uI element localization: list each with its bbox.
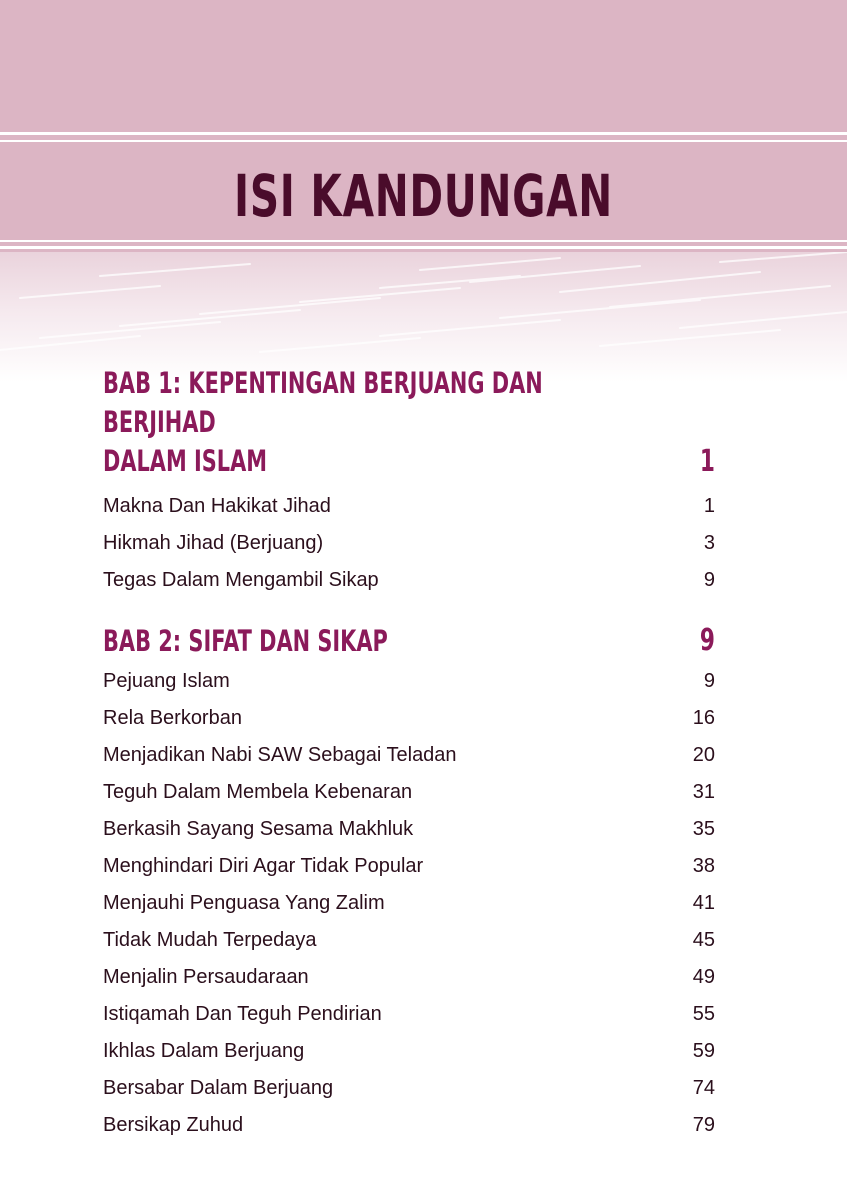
toc-entry[interactable] (103, 1107, 715, 1144)
entry-page-number: 38 (692, 855, 715, 877)
entry-label: Rela Berkorban (103, 707, 242, 729)
header-divider-bottom-thick (0, 246, 847, 249)
header-divider-top-thin (0, 140, 847, 142)
chapter-heading[interactable] (103, 619, 715, 663)
toc-entry[interactable] (103, 562, 715, 599)
entry-page-number: 49 (692, 966, 715, 988)
chapter-title: BAB 2: SIFAT DAN SIKAP (103, 624, 388, 658)
entry-label: Bersikap Zuhud (103, 1114, 244, 1136)
chapter-page-number: 1 (699, 444, 715, 479)
table-of-contents (103, 364, 715, 1144)
entry-label: Istiqamah Dan Teguh Pendirian (103, 1003, 382, 1025)
entry-label: Tidak Mudah Terpedaya (103, 929, 317, 951)
toc-entry[interactable] (103, 774, 715, 811)
chapter-heading[interactable] (103, 364, 715, 481)
chapter-title: BAB 1: KEPENTINGAN BERJUANG DAN BERJIHAD DALAM ISLAM (103, 366, 543, 478)
entry-page-number: 20 (692, 744, 715, 766)
entry-page-number: 45 (692, 929, 715, 951)
toc-entry[interactable] (103, 1070, 715, 1107)
header-divider-bottom (0, 240, 847, 242)
entry-label: Ikhlas Dalam Berjuang (103, 1040, 305, 1062)
entry-label: Tegas Dalam Mengambil Sikap (103, 569, 379, 591)
header-divider-top (0, 132, 847, 135)
toc-entry[interactable] (103, 885, 715, 922)
entry-label: Teguh Dalam Membela Kebenaran (103, 781, 413, 803)
entry-label: Menghindari Diri Agar Tidak Popular (103, 855, 424, 877)
chapter-section (103, 619, 715, 1144)
entry-page-number: 9 (703, 670, 715, 692)
entry-label: Hikmah Jihad (Berjuang) (103, 532, 324, 554)
entry-page-number: 41 (692, 892, 715, 914)
entry-page-number: 79 (692, 1114, 715, 1136)
toc-entry[interactable] (103, 1033, 715, 1070)
entry-page-number: 55 (692, 1003, 715, 1025)
entry-label: Pejuang Islam (103, 670, 230, 692)
entry-page-number: 16 (692, 707, 715, 729)
entry-label: Menjalin Persaudaraan (103, 966, 309, 988)
entry-list (103, 663, 715, 1144)
entry-list (103, 488, 715, 599)
toc-entry[interactable] (103, 959, 715, 996)
toc-entry[interactable] (103, 700, 715, 737)
chapter-section (103, 364, 715, 599)
toc-entry[interactable] (103, 737, 715, 774)
toc-entry[interactable] (103, 811, 715, 848)
toc-entry[interactable] (103, 848, 715, 885)
toc-entry[interactable] (103, 922, 715, 959)
entry-page-number: 9 (703, 569, 715, 591)
entry-page-number: 59 (692, 1040, 715, 1062)
entry-label: Berkasih Sayang Sesama Makhluk (103, 818, 414, 840)
page-title: ISI KANDUNGAN (234, 162, 613, 230)
entry-page-number: 74 (692, 1077, 715, 1099)
toc-entry[interactable] (103, 488, 715, 525)
chapter-page-number: 9 (699, 623, 715, 658)
toc-entry[interactable] (103, 996, 715, 1033)
decorative-streaks (0, 252, 847, 382)
entry-label: Menjauhi Penguasa Yang Zalim (103, 892, 385, 914)
entry-label: Menjadikan Nabi SAW Sebagai Teladan (103, 744, 457, 766)
toc-entry[interactable] (103, 525, 715, 562)
entry-page-number: 1 (703, 495, 715, 517)
entry-label: Bersabar Dalam Berjuang (103, 1077, 334, 1099)
entry-page-number: 35 (692, 818, 715, 840)
entry-page-number: 31 (692, 781, 715, 803)
toc-entry[interactable] (103, 663, 715, 700)
entry-label: Makna Dan Hakikat Jihad (103, 495, 331, 517)
entry-page-number: 3 (703, 532, 715, 554)
